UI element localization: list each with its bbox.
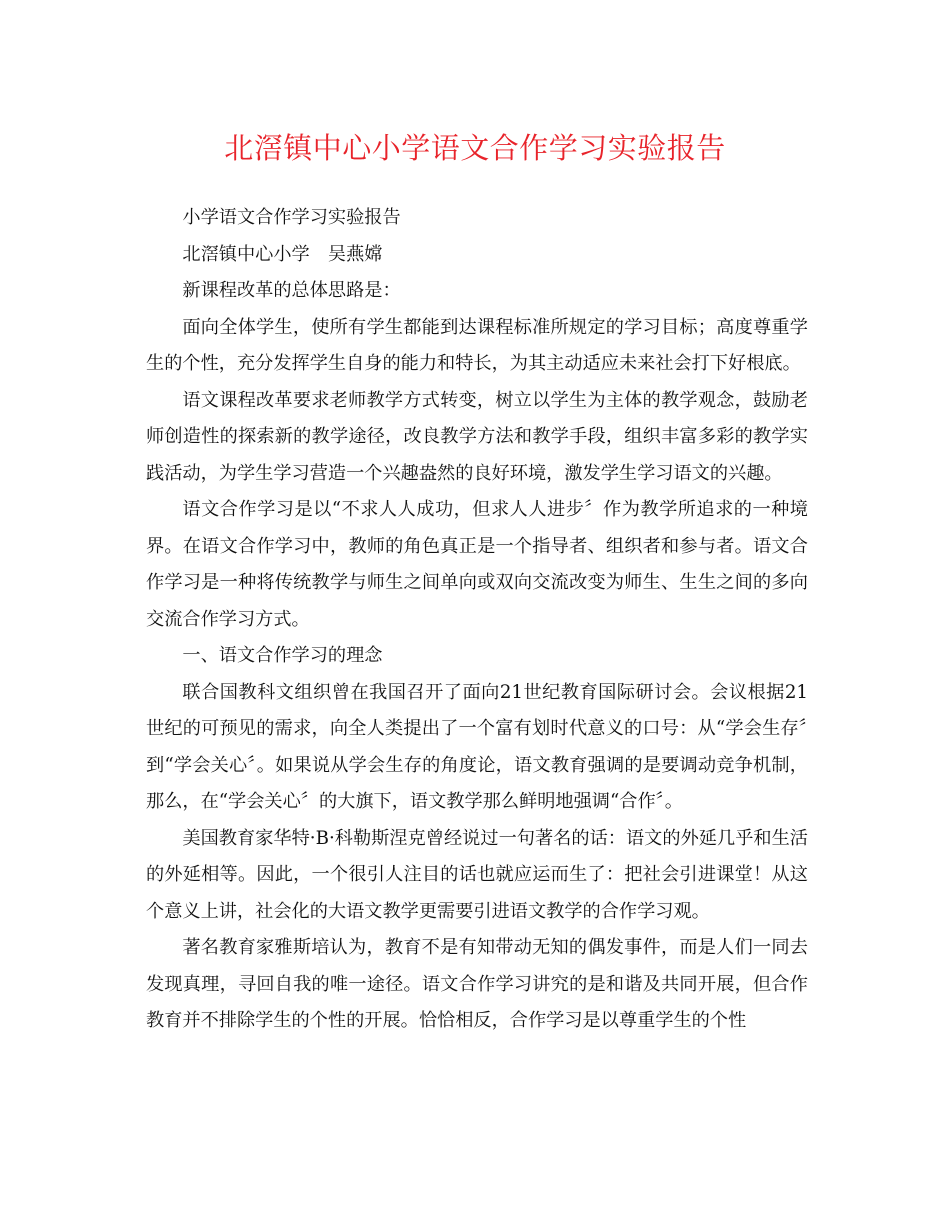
document-body xyxy=(146,200,808,1040)
paragraph: 语文合作学习是以“不求人人成功，但求人人进步〞作为教学所追求的一种境界。在语文合作学习中，教师的角色真正是一个指导者、组织者和参与者。语文合作学习是一种将传统教学与师生之间单向或双向交流改变为师生、生生之间的多向交流合作学习方式。 xyxy=(146,499,808,630)
paragraph-author: 北滘镇中心小学 吴燕嫦 xyxy=(182,243,383,265)
paragraph: 联合国教科文组织曾在我国召开了面向21世纪教育国际研讨会。会议根据21世纪的可预见的需求，向全人类提出了一个富有划时代意义的口号：从“学会生存〞到“学会关心〞。如果说从学会生存的角度论，语文教育强调的是要调动竞争机制，那么，在“学会关心〞的大旗下，语文教学那么鲜明地强调“合作〞。 xyxy=(146,681,808,812)
section-heading: 一、语文合作学习的理念 xyxy=(182,645,383,666)
paragraph-intro: 新课程改革的总体思路是： xyxy=(182,280,401,301)
paragraph-subtitle: 小学语文合作学习实验报告 xyxy=(182,207,401,228)
paragraph: 著名教育家雅斯培认为，教育不是有知带动无知的偶发事件，而是人们一同去发现真理，寻回自我的唯一途径。语文合作学习讲究的是和谐及共同开展，但合作教育并不排除学生的个性的开展。恰恰相反，合作学习是以尊重学生的个性 xyxy=(146,937,808,1031)
paragraph: 美国教育家华特·B·科勒斯涅克曾经说过一句著名的话：语文的外延几乎和生活的外延相等。因此，一个很引人注目的话也就应运而生了：把社会引进课堂！从这个意义上讲，社会化的大语文教学更需要引进语文教学的合作学习观。 xyxy=(146,827,808,922)
paragraph: 面向全体学生，使所有学生都能到达课程标准所规定的学习目标；高度尊重学生的个性，充分发挥学生自身的能力和特长，为其主动适应未来社会打下好根底。 xyxy=(146,316,808,374)
paragraph: 语文课程改革要求老师教学方式转变，树立以学生为主体的教学观念，鼓励老师创造性的探索新的教学途径，改良教学方法和教学手段，组织丰富多彩的教学实践活动，为学生学习营造一个兴趣盎然的良好环境，激发学生学习语文的兴趣。 xyxy=(146,389,808,484)
document-title: 北滘镇中心小学语文合作学习实验报告 xyxy=(224,131,726,165)
